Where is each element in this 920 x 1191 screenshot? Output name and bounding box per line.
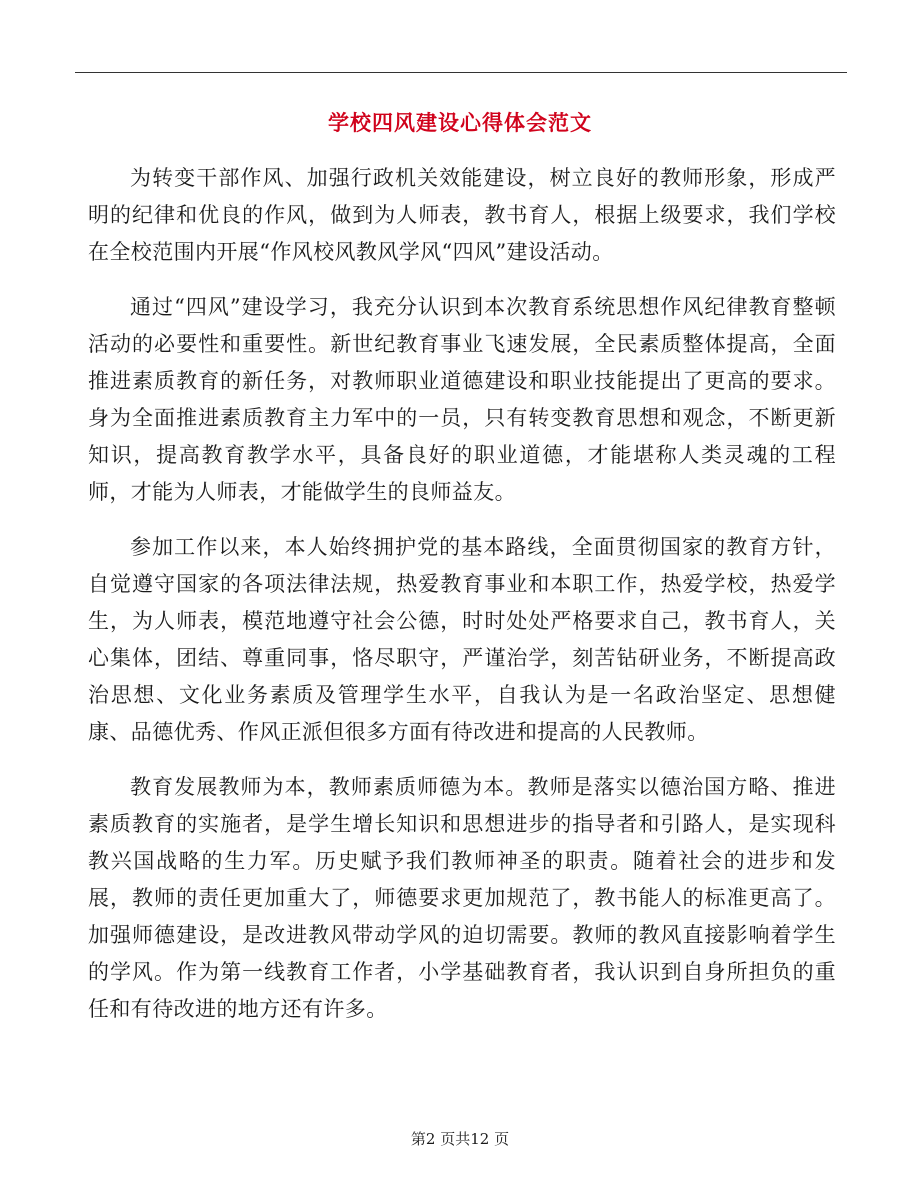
header-rule	[75, 72, 847, 73]
paragraph-3: 参加工作以来，本人始终拥护党的基本路线，全面贯彻国家的教育方针，自觉遵守国家的各项法律法规，热爱教育事业和本职工作，热爱学校，热爱学生，为人师表，模范地遵守社会公德，时时处处严格要求自己，教书育人，关心集体，团结、尊重同事，恪尽职守，严谨治学，刻苦钻研业务，不断提高政治思想、文化业务素质及管理学生水平，自我认为是一名政治坚定、思想健康、品德优秀、作风正派但很多方面有待改进和提高的人民教师。	[88, 535, 836, 744]
document-title: 学校四风建设心得体会范文	[328, 110, 592, 135]
page-number: 第2 页共12 页	[410, 1130, 510, 1148]
paragraph-2: 通过“四风”建设学习，我充分认识到本次教育系统思想作风纪律教育整顿活动的必要性和重要性。新世纪教育事业飞速发展，全民素质整体提高，全面推进素质教育的新任务，对教师职业道德建设和职业技能提出了更高的要求。身为全面推进素质教育主力军中的一员，只有转变教育思想和观念，不断更新知识，提高教育教学水平，具备良好的职业道德，才能堪称人类灵魂的工程师，才能为人师表，才能做学生的良师益友。	[88, 295, 836, 504]
document-body	[88, 160, 836, 1046]
paragraph-1: 为转变干部作风、加强行政机关效能建设，树立良好的教师形象，形成严明的纪律和优良的作风，做到为人师表，教书育人，根据上级要求，我们学校在全校范围内开展“作风校风教风学风“四风”建设活动。	[88, 166, 836, 264]
paragraph-4: 教育发展教师为本，教师素质师德为本。教师是落实以德治国方略、推进素质教育的实施者，是学生增长知识和思想进步的指导者和引路人，是实现科教兴国战略的生力军。历史赋予我们教师神圣的职责。随着社会的进步和发展，教师的责任更加重大了，师德要求更加规范了，教书能人的标准更高了。加强师德建设，是改进教风带动学风的迫切需要。教师的教风直接影响着学生的学风。作为第一线教育工作者，小学基础教育者，我认识到自身所担负的重任和有待改进的地方还有许多。	[88, 775, 836, 1021]
